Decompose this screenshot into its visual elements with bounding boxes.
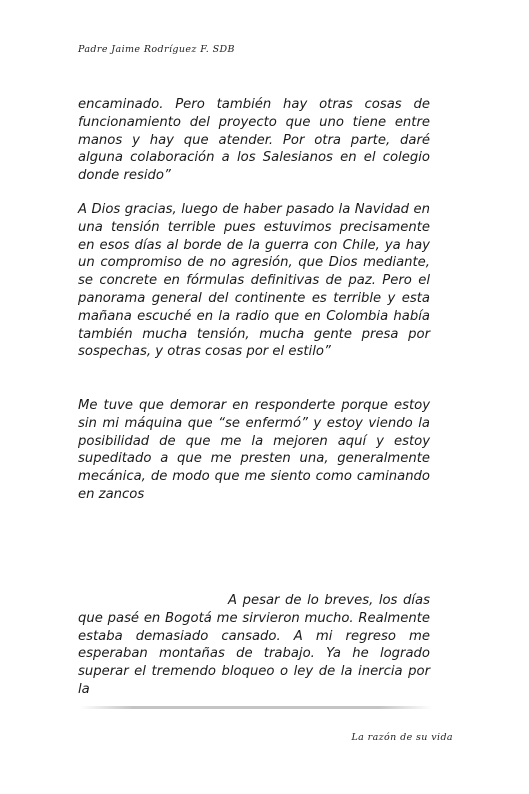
body-paragraph-4: A pesar de lo breves, los días que pasé en Bogotá me sirvieron mucho. Realmente estaba demasiado cansado. A mi regreso me esperaban montañas de trabajo. Ya he logrado superar el tremendo bloqueo o ley de la inercia por la [78, 593, 430, 697]
footer-divider [80, 706, 432, 709]
body-paragraph-3: Me tuve que demorar en responderte porque estoy sin mi máquina que “se enfermó” y estoy viendo la posibilidad de que me la mejoren aquí y estoy supeditado a que me presten una, generalmente mecánica, de modo que me siento como caminando en zancos [78, 398, 430, 502]
body-paragraph-1: encaminado. Pero también hay otras cosas de funcionamiento del proyecto que uno tiene entre manos y hay que atender. Por otra parte, daré alguna colaboración a los Salesianos en el colegio donde resido” [78, 97, 430, 184]
running-header: Padre Jaime Rodríguez F. SDB [78, 44, 235, 55]
running-footer: La razón de su vida [351, 732, 453, 743]
body-paragraph-2: A Dios gracias, luego de haber pasado la Navidad en una tensión terrible pues estuvimos precisamente en esos días al borde de la guerra con Chile, ya hay un compromiso de no agresión, que Dios mediante, se concrete en fórmulas definitivas de paz. Pero el panorama general del continente es terrible y esta mañana escuché en la radio que en Colombia había también mucha tensión, mucha gente presa por sospechas, y otras cosas por el estilo” [78, 202, 430, 360]
